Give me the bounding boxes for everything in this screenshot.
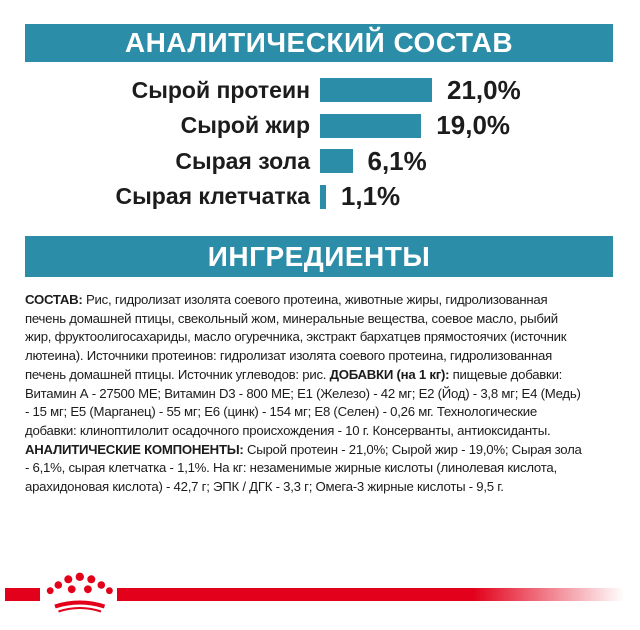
ingredients-line — [25, 310, 617, 329]
ingredients-text-run: лютеина). Источники протеинов: гидролизат изолята соевого протеина, гидролизованная — [25, 348, 552, 364]
chart-category-label: Сырая зола — [175, 147, 310, 174]
ingredients-text-run: пищевые добавки: — [449, 366, 563, 382]
ingredients-bold-run: СОСТАВ: — [25, 292, 86, 307]
ingredients-section-title: ИНГРЕДИЕНТЫ — [207, 240, 431, 272]
chart-category-label: Сырой протеин — [131, 76, 310, 103]
section-header-analytical — [25, 24, 613, 62]
section-header-ingredients — [25, 236, 613, 277]
ingredients-line — [25, 347, 617, 366]
footer-brand-band — [0, 572, 640, 617]
red-line-right-segment — [117, 588, 640, 601]
chart-bar — [320, 114, 421, 138]
ingredients-text-run: Рис, гидролизат изолята соевого протеина, животные жиры, гидролизованная — [85, 292, 548, 307]
analytical-section-title: АНАЛИТИЧЕСКИЙ СОСТАВ — [124, 27, 514, 58]
ingredients-line — [25, 403, 617, 422]
ingredients-text-run: печень домашней птицы. Источник углеводов: рис. — [25, 366, 330, 382]
ingredients-text-run: печень домашней птицы, свекольный жом, минеральные вещества, соевое масло, рыбий — [25, 310, 558, 326]
ingredients-line — [25, 422, 617, 441]
chart-row — [0, 110, 640, 140]
ingredients-line — [25, 441, 617, 460]
ingredients-text-block — [25, 291, 617, 497]
ingredients-text-run: Сырой протеин - 21,0%; Сырой жир - 19,0%; Сырая зола — [246, 441, 582, 457]
chart-row — [0, 181, 640, 211]
ingredients-text-run: арахидоновая кислота) - 42,7 г; ЭПК / ДГК - 3,3 г; Омега-3 жирные кислоты - 9,5 г. — [25, 479, 504, 495]
ingredients-text-run: добавки: клиноптилолит осадочного происхождения - 10 г. Консерванты, антиоксиданты. — [25, 422, 551, 438]
chart-bar — [320, 78, 432, 102]
ingredients-line — [25, 291, 617, 310]
ingredients-line — [25, 366, 617, 385]
red-line-left-segment — [5, 588, 40, 601]
ingredients-line — [25, 385, 617, 404]
chart-value-label: 19,0% — [436, 110, 511, 140]
analytical-composition-chart — [0, 74, 640, 220]
chart-category-label: Сырой жир — [180, 112, 310, 138]
chart-value-label: 1,1% — [340, 181, 401, 211]
ingredients-line — [25, 328, 617, 347]
ingredients-bold-run: АНАЛИТИЧЕСКИЕ КОМПОНЕНТЫ: — [25, 441, 247, 457]
chart-bar — [320, 149, 353, 173]
ingredients-text-run: жир, фруктоолигосахариды, масло огуречника, экстракт бархатцев прямостоячих (источник — [25, 329, 567, 345]
chart-value-label: 21,0% — [447, 74, 521, 105]
chart-value-label: 6,1% — [367, 145, 427, 176]
ingredients-text-run: - 15 мг; Е5 (Марганец) - 55 мг; Е6 (цинк) - 154 мг; Е8 (Селен) - 0,26 мг. Технологические — [25, 404, 537, 420]
ingredients-text-run: - 6,1%, сырая клетчатка - 1,1%. На кг: незаменимые жирные кислоты (линолевая кислота, — [25, 460, 557, 476]
ingredients-line — [25, 459, 617, 478]
ingredients-line — [25, 478, 617, 497]
royal-canin-crown-icon — [46, 572, 113, 614]
ingredients-bold-run: ДОБАВКИ (на 1 кг): — [329, 366, 450, 382]
ingredients-text-run: Витамин А - 27500 МЕ; Витамин D3 - 800 МЕ; Е1 (Железо) - 42 мг; Е2 (Йод) - 3,8 мг; Е4 (Медь) — [25, 385, 581, 401]
chart-category-label: Сырая клетчатка — [115, 183, 310, 209]
chart-row — [0, 74, 640, 105]
chart-bar — [320, 185, 326, 209]
chart-row — [0, 145, 640, 176]
